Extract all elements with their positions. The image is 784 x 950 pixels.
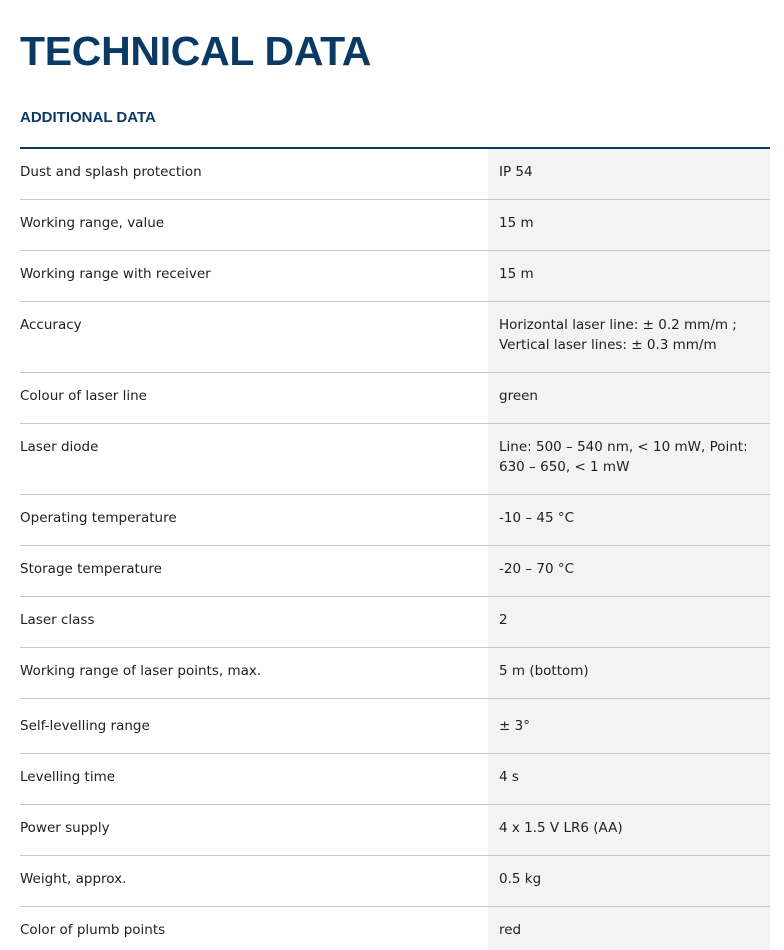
- spec-row-laser-line-colour: [20, 373, 770, 424]
- spec-row-levelling-time: [20, 754, 770, 805]
- spec-label: Laser diode: [20, 439, 99, 455]
- spec-row-power-supply: [20, 805, 770, 856]
- spec-value: green: [488, 373, 770, 423]
- spec-label: Operating temperature: [20, 510, 177, 526]
- spec-label: Colour of laser line: [20, 388, 147, 404]
- spec-row-laser-diode: [20, 424, 770, 495]
- spec-row-weight: [20, 856, 770, 907]
- spec-value: Horizontal laser line: ± 0.2 mm/m ; Vertical laser lines: ± 0.3 mm/m: [488, 302, 770, 372]
- spec-value: 2: [488, 597, 770, 647]
- spec-value: 4 s: [488, 754, 770, 804]
- spec-value: ± 3°: [488, 699, 770, 753]
- spec-value: Line: 500 – 540 nm, < 10 mW, Point: 630 – 650, < 1 mW: [488, 424, 770, 494]
- spec-label: Self-levelling range: [20, 718, 150, 734]
- spec-value: 15 m: [488, 200, 770, 250]
- spec-row-plumb-points-colour: [20, 907, 770, 950]
- spec-value: 0.5 kg: [488, 856, 770, 906]
- spec-label: Color of plumb points: [20, 922, 166, 938]
- spec-row-dust-protection: [20, 149, 770, 200]
- spec-row-storage-temperature: [20, 546, 770, 597]
- spec-value: -20 – 70 °C: [488, 546, 770, 596]
- spec-row-accuracy: [20, 302, 770, 373]
- page-title: TECHNICAL DATA: [20, 28, 372, 74]
- spec-label: Power supply: [20, 820, 110, 836]
- spec-label: Laser class: [20, 612, 95, 628]
- spec-label: Working range with receiver: [20, 266, 211, 282]
- spec-value: IP 54: [488, 149, 770, 199]
- spec-row-self-levelling-range: [20, 699, 770, 754]
- spec-label: Dust and splash protection: [20, 164, 202, 180]
- spec-row-operating-temperature: [20, 495, 770, 546]
- spec-label: Working range, value: [20, 215, 165, 231]
- spec-row-working-range: [20, 200, 770, 251]
- spec-label: Working range of laser points, max.: [20, 663, 262, 679]
- spec-value: 4 x 1.5 V LR6 (AA): [488, 805, 770, 855]
- spec-value: 15 m: [488, 251, 770, 301]
- spec-label: Accuracy: [20, 317, 82, 333]
- spec-row-laser-class: [20, 597, 770, 648]
- spec-table: [20, 147, 770, 950]
- spec-row-working-range-receiver: [20, 251, 770, 302]
- spec-label: Storage temperature: [20, 561, 162, 577]
- spec-value: red: [488, 907, 770, 950]
- spec-label: Weight, approx.: [20, 871, 127, 887]
- spec-row-laser-points-range: [20, 648, 770, 699]
- spec-label: Levelling time: [20, 769, 116, 785]
- spec-value: 5 m (bottom): [488, 648, 770, 698]
- section-title: ADDITIONAL DATA: [20, 109, 156, 126]
- spec-value: -10 – 45 °C: [488, 495, 770, 545]
